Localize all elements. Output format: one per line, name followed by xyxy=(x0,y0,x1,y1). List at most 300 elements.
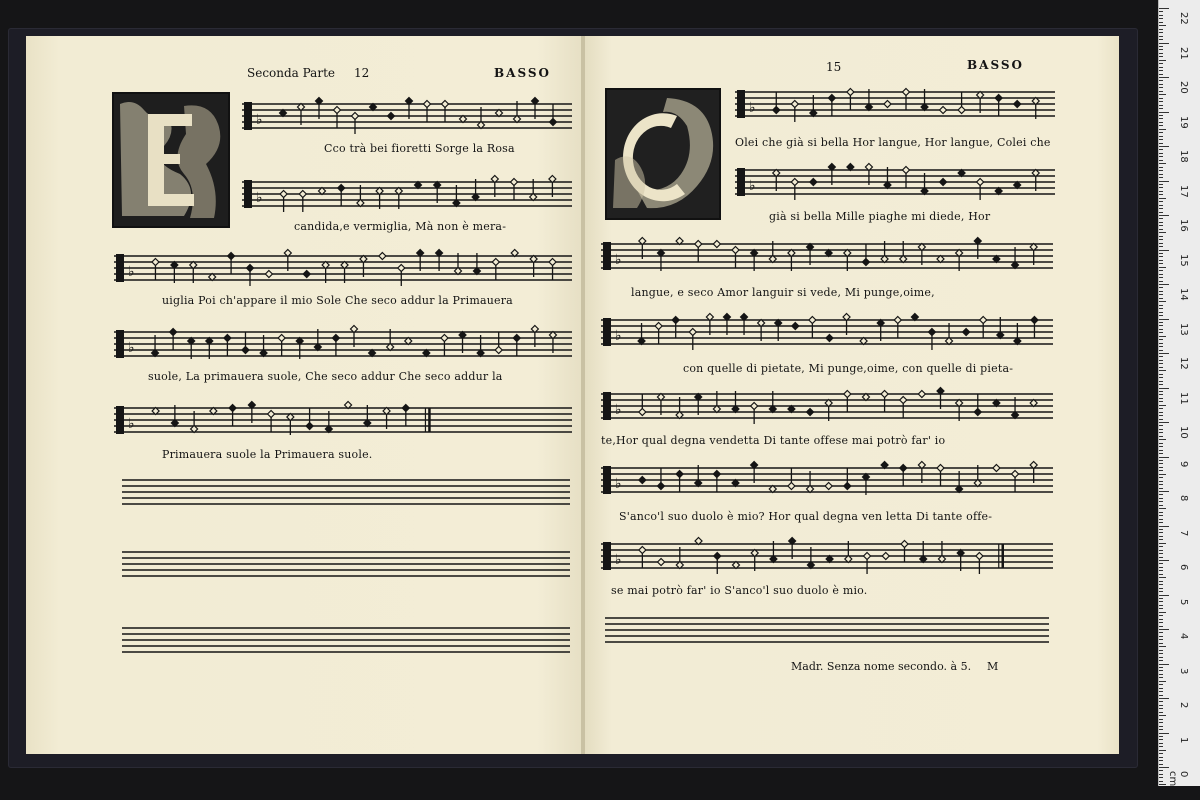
note-head xyxy=(791,179,798,186)
note-head xyxy=(442,101,449,108)
ruler-tick xyxy=(1159,363,1163,364)
ruler-tick xyxy=(1159,646,1166,647)
ruler-tick xyxy=(1159,546,1163,547)
ruler-tick xyxy=(1159,256,1163,257)
ruler-tick xyxy=(1159,619,1163,620)
ruler-tick xyxy=(1159,729,1163,730)
ruler-tick xyxy=(1159,301,1166,302)
ruler-number: 0 cm xyxy=(1167,771,1189,787)
ruler-tick xyxy=(1159,695,1163,696)
ruler-tick xyxy=(1159,770,1163,771)
ruler-tick xyxy=(1159,781,1163,782)
ruler-tick xyxy=(1159,477,1163,478)
ruler-tick xyxy=(1159,377,1163,378)
ruler-tick xyxy=(1159,84,1163,85)
ruler-tick xyxy=(1159,650,1163,651)
note-head xyxy=(695,241,702,248)
clef-mark xyxy=(116,254,124,282)
note-head xyxy=(338,185,345,192)
ruler-tick xyxy=(1159,277,1163,278)
ruler-tick xyxy=(1159,87,1163,88)
left-lyric-4: suole, La primauera suole, Che seco addur Che seco addur la xyxy=(148,370,503,383)
ruler-number: 20 xyxy=(1178,81,1189,94)
clef-mark xyxy=(603,392,611,420)
note-head xyxy=(639,477,646,484)
ruler-tick xyxy=(1159,515,1163,516)
note-head xyxy=(963,329,970,336)
note-head xyxy=(844,391,851,398)
ruler-tick xyxy=(1159,308,1163,309)
ruler-tick xyxy=(1159,605,1163,606)
clef-mark xyxy=(737,168,745,196)
ruler-tick xyxy=(1159,757,1163,758)
right-lyric-5: te,Hor qual degna vendetta Di tante offese mai potrò far' io xyxy=(601,434,946,447)
ruler-tick xyxy=(1159,32,1163,33)
ruler-tick xyxy=(1159,439,1166,440)
flat-sign: ♭ xyxy=(615,328,622,344)
ruler-tick xyxy=(1159,115,1163,116)
flat-sign: ♭ xyxy=(615,402,622,418)
ruler-tick xyxy=(1159,653,1163,654)
note-head xyxy=(864,553,871,560)
ruler-tick xyxy=(1159,760,1163,761)
ruler-tick xyxy=(1159,657,1163,658)
ruler-number: 7 xyxy=(1178,529,1189,536)
ruler-tick xyxy=(1159,643,1163,644)
note-head xyxy=(228,253,235,260)
left-staff-2 xyxy=(242,174,572,220)
ruler-tick xyxy=(1159,553,1163,554)
ruler-tick xyxy=(1159,632,1163,633)
ruler-tick xyxy=(1159,239,1163,240)
ruler-tick xyxy=(1159,125,1163,126)
left-page xyxy=(26,36,582,754)
note-head xyxy=(388,113,395,120)
note-head xyxy=(884,101,891,108)
ruler-tick xyxy=(1159,118,1163,119)
ruler-tick xyxy=(1159,446,1163,447)
ruler-tick xyxy=(1159,329,1163,330)
ruler-tick xyxy=(1159,698,1169,699)
ruler-tick xyxy=(1159,577,1166,578)
ruler-tick xyxy=(1159,112,1169,113)
ruler-tick xyxy=(1159,636,1163,637)
note-head xyxy=(918,391,925,398)
clef-mark xyxy=(116,330,124,358)
ruler-tick xyxy=(1159,225,1163,226)
note-head xyxy=(268,411,275,418)
ruler-number: 22 xyxy=(1178,12,1189,25)
right-staff-3 xyxy=(601,236,1053,282)
ruler-tick xyxy=(1159,598,1163,599)
flat-sign: ♭ xyxy=(128,416,135,432)
note-head xyxy=(247,265,254,272)
ruler-tick xyxy=(1159,153,1163,154)
flat-sign: ♭ xyxy=(128,264,135,280)
ruler-tick xyxy=(1159,629,1169,630)
ruler-tick xyxy=(1159,570,1163,571)
ruler-tick xyxy=(1159,588,1163,589)
note-head xyxy=(976,553,983,560)
ruler-tick xyxy=(1159,450,1163,451)
ruler-tick xyxy=(1159,374,1163,375)
ruler-tick xyxy=(1159,108,1163,109)
clef-mark xyxy=(116,406,124,434)
left-lyric-3: uiglia Poi ch'appare il mio Sole Che seco addur la Primauera xyxy=(162,294,513,307)
note-head xyxy=(901,541,908,548)
ruler-tick xyxy=(1159,419,1163,420)
ruler-tick xyxy=(1159,212,1163,213)
ruler-tick xyxy=(1159,391,1163,392)
ruler-tick xyxy=(1159,460,1163,461)
ruler-tick xyxy=(1159,160,1163,161)
note-head xyxy=(903,89,910,96)
ruler-tick xyxy=(1159,736,1163,737)
ruler-tick xyxy=(1159,384,1163,385)
ruler-number: 17 xyxy=(1178,184,1189,198)
ruler-tick xyxy=(1159,484,1163,485)
ruler-tick xyxy=(1159,550,1163,551)
note-head xyxy=(791,101,798,108)
ruler-tick xyxy=(1159,315,1163,316)
ruler-tick xyxy=(1159,746,1163,747)
ruler-tick xyxy=(1159,557,1163,558)
ruler-tick xyxy=(1159,356,1163,357)
ruler-tick xyxy=(1159,563,1163,564)
ruler-tick xyxy=(1159,422,1169,423)
note-head xyxy=(306,423,313,430)
ruler-number: 10 xyxy=(1178,426,1189,439)
ruler-tick xyxy=(1159,767,1169,768)
ruler-tick xyxy=(1159,743,1163,744)
clef-mark xyxy=(603,542,611,570)
ruler-tick xyxy=(1159,132,1163,133)
ruler-tick xyxy=(1159,688,1163,689)
ruler-tick xyxy=(1159,601,1163,602)
ruler-tick xyxy=(1159,67,1163,68)
ruler-tick xyxy=(1159,39,1163,40)
ruler-tick xyxy=(1159,267,1166,268)
note-head xyxy=(940,107,947,114)
ruler-tick xyxy=(1159,91,1163,92)
ruler-tick xyxy=(1159,194,1163,195)
ruler-tick xyxy=(1159,453,1163,454)
ornamental-initial-e xyxy=(112,92,230,228)
ruler-tick xyxy=(1159,670,1163,671)
note-head xyxy=(828,95,835,102)
ornamental-initial-c xyxy=(605,88,721,220)
measuring-ruler xyxy=(1158,0,1200,786)
ruler-tick xyxy=(1159,77,1169,78)
note-head xyxy=(332,335,339,342)
flat-sign: ♭ xyxy=(128,340,135,356)
ruler-tick xyxy=(1159,777,1163,778)
clef-mark xyxy=(603,318,611,346)
right-lyric-1: Olei che già si bella Hor langue, Hor langue, Colei che xyxy=(735,136,1051,149)
ruler-tick xyxy=(1159,336,1166,337)
left-staff-1 xyxy=(242,96,572,142)
note-head xyxy=(937,465,944,472)
ruler-tick xyxy=(1159,253,1163,254)
note-head xyxy=(974,409,981,416)
ruler-tick xyxy=(1159,408,1163,409)
ruler-tick xyxy=(1159,467,1163,468)
right-staff-2 xyxy=(735,162,1055,208)
ruler-number: 1 xyxy=(1178,736,1189,743)
note-head xyxy=(299,191,306,198)
ruler-tick xyxy=(1159,18,1163,19)
ruler-tick xyxy=(1159,526,1169,527)
ruler-tick xyxy=(1159,46,1163,47)
ruler-tick xyxy=(1159,170,1163,171)
flat-sign: ♭ xyxy=(256,190,263,206)
note-head xyxy=(977,179,984,186)
ruler-tick xyxy=(1159,56,1163,57)
ruler-tick xyxy=(1159,319,1169,320)
ruler-tick xyxy=(1159,174,1163,175)
ruler-tick xyxy=(1159,339,1163,340)
ruler-tick xyxy=(1159,595,1169,596)
right-lyric-2: già si bella Mille piaghe mi diede, Hor xyxy=(769,210,991,223)
note-head xyxy=(732,247,739,254)
ruler-number: 19 xyxy=(1178,115,1189,129)
ruler-tick xyxy=(1159,232,1166,233)
ruler-tick xyxy=(1159,191,1163,192)
ruler-tick xyxy=(1159,177,1163,178)
ruler-tick xyxy=(1159,681,1166,682)
ruler-tick xyxy=(1159,229,1163,230)
ruler-tick xyxy=(1159,43,1169,44)
ruler-tick xyxy=(1159,136,1163,137)
ruler-tick xyxy=(1159,774,1163,775)
left-empty-staff-3 xyxy=(122,620,570,660)
ruler-tick xyxy=(1159,322,1163,323)
ruler-tick xyxy=(1159,491,1169,492)
note-head xyxy=(980,317,987,324)
ruler-tick xyxy=(1159,312,1163,313)
ruler-tick xyxy=(1159,684,1163,685)
ruler-tick xyxy=(1159,612,1166,613)
ruler-tick xyxy=(1159,660,1163,661)
ruler-tick xyxy=(1159,764,1163,765)
ruler-tick xyxy=(1159,401,1163,402)
note-head xyxy=(229,405,236,412)
ruler-tick xyxy=(1159,522,1163,523)
ruler-tick xyxy=(1159,539,1163,540)
flat-sign: ♭ xyxy=(615,476,622,492)
ruler-tick xyxy=(1159,146,1169,147)
ruler-tick xyxy=(1159,615,1163,616)
right-staff-4 xyxy=(601,312,1053,358)
ruler-tick xyxy=(1159,398,1163,399)
ruler-tick xyxy=(1159,250,1169,251)
note-head xyxy=(807,409,814,416)
ruler-tick xyxy=(1159,443,1163,444)
ruler-number: 21 xyxy=(1178,46,1189,60)
ruler-number: 18 xyxy=(1178,150,1189,163)
ruler-tick xyxy=(1159,722,1163,723)
ruler-tick xyxy=(1159,8,1169,9)
ruler-tick xyxy=(1159,463,1163,464)
ruler-tick xyxy=(1159,139,1163,140)
note-head xyxy=(170,329,177,336)
flat-sign: ♭ xyxy=(615,552,622,568)
right-staff-6 xyxy=(601,460,1053,506)
note-head xyxy=(513,335,520,342)
ruler-tick xyxy=(1159,494,1163,495)
note-head xyxy=(714,553,721,560)
ruler-tick xyxy=(1159,22,1163,23)
ruler-tick xyxy=(1159,287,1163,288)
ruler-tick xyxy=(1159,664,1169,665)
ruler-tick xyxy=(1159,567,1163,568)
ruler-tick xyxy=(1159,167,1163,168)
ruler-tick xyxy=(1159,291,1163,292)
ruler-tick xyxy=(1159,98,1163,99)
ruler-tick xyxy=(1159,222,1163,223)
ruler-tick xyxy=(1159,591,1163,592)
note-head xyxy=(894,317,901,324)
note-head xyxy=(995,95,1002,102)
note-head xyxy=(900,397,907,404)
ruler-tick xyxy=(1159,457,1169,458)
left-lyric-2: candida,e vermiglia, Mà non è mera- xyxy=(294,220,507,233)
ruler-number: 16 xyxy=(1178,219,1189,232)
ruler-tick xyxy=(1159,470,1163,471)
note-head xyxy=(788,483,795,490)
ruler-tick xyxy=(1159,163,1166,164)
note-head xyxy=(862,259,869,266)
ruler-tick xyxy=(1159,281,1163,282)
ruler-number: 8 xyxy=(1178,495,1189,502)
initial-letter-e: E xyxy=(118,217,123,224)
ruler-tick xyxy=(1159,733,1169,734)
note-head xyxy=(492,259,499,266)
left-empty-staff-1 xyxy=(122,472,570,512)
note-head xyxy=(958,107,965,114)
ruler-tick xyxy=(1159,181,1169,182)
footer-title: Madr. Senza nome secondo. à 5. xyxy=(791,660,972,673)
ruler-tick xyxy=(1159,49,1163,50)
ruler-tick xyxy=(1159,367,1163,368)
ruler-number: 13 xyxy=(1178,322,1189,336)
note-head xyxy=(672,317,679,324)
ruler-number: 6 xyxy=(1178,564,1189,571)
note-head xyxy=(792,323,799,330)
ruler-tick xyxy=(1159,726,1163,727)
note-head xyxy=(278,335,285,342)
ruler-tick xyxy=(1159,208,1163,209)
ruler-tick xyxy=(1159,536,1163,537)
ruler-tick xyxy=(1159,581,1163,582)
ruler-number: 12 xyxy=(1178,357,1189,370)
ruler-tick xyxy=(1159,101,1163,102)
ruler-tick xyxy=(1159,415,1163,416)
ruler-tick xyxy=(1159,784,1166,785)
ruler-tick xyxy=(1159,274,1163,275)
note-head xyxy=(825,483,832,490)
ruler-tick xyxy=(1159,53,1163,54)
ruler-tick xyxy=(1159,691,1163,692)
ruler-number: 5 xyxy=(1178,598,1189,605)
clef-mark xyxy=(244,180,252,208)
ruler-tick xyxy=(1159,129,1166,130)
ruler-tick xyxy=(1159,719,1163,720)
ruler-tick xyxy=(1159,574,1163,575)
note-head xyxy=(303,271,310,278)
flat-sign: ♭ xyxy=(615,252,622,268)
ruler-tick xyxy=(1159,429,1163,430)
note-head xyxy=(773,107,780,114)
note-head xyxy=(826,335,833,342)
right-staff-5 xyxy=(601,386,1053,432)
ruler-tick xyxy=(1159,187,1163,188)
ruler-number: 11 xyxy=(1178,391,1189,405)
right-page-number: 15 xyxy=(826,60,842,74)
note-head xyxy=(1012,471,1019,478)
note-head xyxy=(993,465,1000,472)
note-head xyxy=(265,271,272,278)
clef-mark xyxy=(603,466,611,494)
ruler-tick xyxy=(1159,505,1163,506)
signature-mark: M xyxy=(987,660,999,673)
ruler-tick xyxy=(1159,201,1163,202)
ruler-tick xyxy=(1159,305,1163,306)
note-head xyxy=(334,107,341,114)
ruler-tick xyxy=(1159,498,1163,499)
ruler-tick xyxy=(1159,122,1163,123)
ruler-tick xyxy=(1159,325,1163,326)
ruler-tick xyxy=(1159,284,1169,285)
note-head xyxy=(550,119,557,126)
ruler-tick xyxy=(1159,205,1163,206)
note-head xyxy=(242,347,249,354)
right-voice-label: BASSO xyxy=(967,58,1024,72)
note-head xyxy=(398,265,405,272)
ruler-tick xyxy=(1159,626,1163,627)
ruler-tick xyxy=(1159,674,1163,675)
right-page xyxy=(585,36,1119,754)
ruler-tick xyxy=(1159,532,1163,533)
note-head xyxy=(676,471,683,478)
ruler-tick xyxy=(1159,739,1163,740)
note-head xyxy=(713,241,720,248)
ruler-number: 2 xyxy=(1178,702,1189,709)
ruler-tick xyxy=(1159,639,1163,640)
ruler-tick xyxy=(1159,705,1163,706)
ruler-tick xyxy=(1159,243,1163,244)
ruler-tick xyxy=(1159,750,1166,751)
ruler-tick xyxy=(1159,436,1163,437)
note-head xyxy=(402,405,409,412)
note-head xyxy=(689,329,696,336)
ruler-tick xyxy=(1159,508,1166,509)
ruler-tick xyxy=(1159,94,1166,95)
ruler-tick xyxy=(1159,381,1163,382)
note-head xyxy=(495,347,502,354)
ruler-tick xyxy=(1159,246,1163,247)
left-staff-5 xyxy=(114,400,572,446)
ruler-tick xyxy=(1159,753,1163,754)
ruler-tick xyxy=(1159,667,1163,668)
note-head xyxy=(1014,101,1021,108)
ruler-number: 15 xyxy=(1178,253,1189,267)
ruler-tick xyxy=(1159,353,1169,354)
ruler-tick xyxy=(1159,701,1163,702)
ruler-tick xyxy=(1159,712,1163,713)
ruler-tick xyxy=(1159,360,1163,361)
note-head xyxy=(882,553,889,560)
